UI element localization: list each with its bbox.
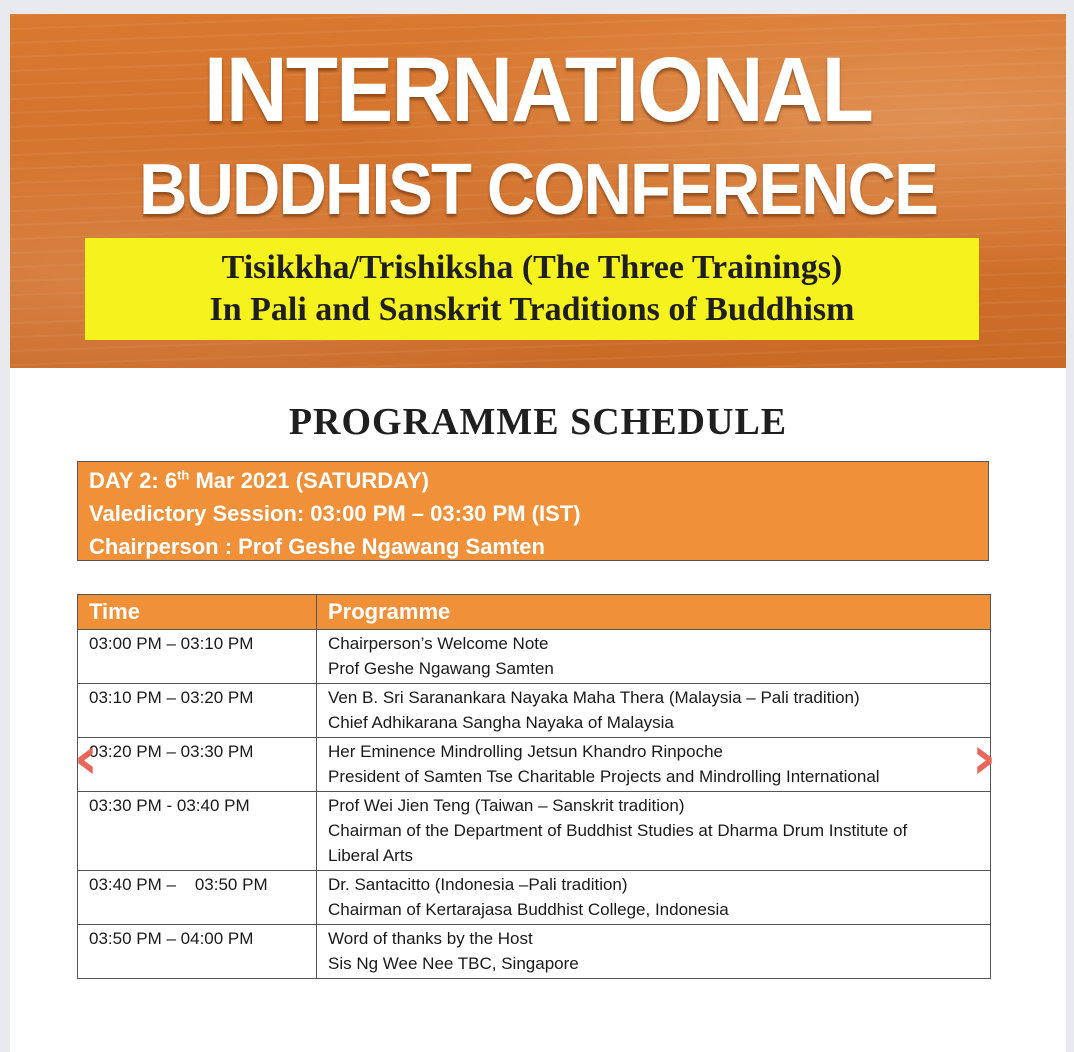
previous-image-button[interactable]	[64, 723, 108, 793]
programme-line: Liberal Arts	[328, 846, 414, 865]
banner-subtitle	[85, 238, 979, 340]
schedule-heading: PROGRAMME SCHEDULE	[288, 401, 788, 443]
day-chairperson: Chairperson : Prof Geshe Ngawang Samten	[89, 534, 545, 559]
programme-line: Word of thanks by the Host	[328, 929, 533, 948]
table-row	[78, 630, 991, 684]
table-row	[78, 871, 991, 925]
banner-title-line1: INTERNATIONAL	[203, 39, 873, 141]
row-programme	[317, 925, 991, 979]
conference-banner	[10, 14, 1066, 368]
row-time: 03:30 PM - 03:40 PM	[78, 792, 317, 871]
table-header-row	[78, 595, 991, 630]
programme-line: President of Samten Tse Charitable Projects and Mindrolling International	[328, 767, 880, 786]
programme-line: Chairman of Kertarajasa Buddhist College, Indonesia	[328, 900, 729, 919]
table-row	[78, 792, 991, 871]
schedule-table	[77, 594, 991, 979]
row-time: 03:50 PM – 04:00 PM	[78, 925, 317, 979]
row-programme	[317, 792, 991, 871]
banner-subtitle-line1: Tisikkha/Trishiksha (The Three Trainings)	[221, 249, 843, 286]
programme-line: Chairman of the Department of Buddhist Studies at Dharma Drum Institute of	[328, 821, 908, 840]
row-programme	[317, 630, 991, 684]
programme-line: Dr. Santacitto (Indonesia –Pali tradition)	[328, 875, 628, 894]
row-time: 03:40 PM – 03:50 PM	[78, 871, 317, 925]
header-programme: Programme	[317, 595, 991, 630]
row-programme	[317, 871, 991, 925]
day-date	[89, 464, 988, 497]
day-info-box	[77, 461, 989, 561]
table-row	[78, 738, 991, 792]
header-time: Time	[78, 595, 317, 630]
row-time: 03:10 PM – 03:20 PM	[78, 684, 317, 738]
programme-line: Ven B. Sri Saranankara Nayaka Maha Thera (Malaysia – Pali tradition)	[328, 688, 860, 707]
banner-title-line2: BUDDHIST CONFERENCE	[139, 150, 937, 230]
row-time: 03:20 PM – 03:30 PM	[78, 738, 317, 792]
row-time: 03:00 PM – 03:10 PM	[78, 630, 317, 684]
chevron-right-icon: ›	[971, 723, 997, 793]
next-image-button[interactable]	[962, 723, 1006, 793]
chevron-left-icon: ‹	[73, 723, 99, 793]
day-date-sup: th	[177, 467, 190, 483]
programme-line: Her Eminence Mindrolling Jetsun Khandro Rinpoche	[328, 742, 723, 761]
programme-line: Prof Wei Jien Teng (Taiwan – Sanskrit tradition)	[328, 796, 685, 815]
row-programme	[317, 684, 991, 738]
day-date-prefix: DAY 2: 6	[89, 468, 178, 493]
programme-line: Sis Ng Wee Nee TBC, Singapore	[328, 954, 579, 973]
row-programme	[317, 738, 991, 792]
programme-line: Chairperson’s Welcome Note	[328, 634, 549, 653]
table-row	[78, 684, 991, 738]
programme-line: Chief Adhikarana Sangha Nayaka of Malaysia	[328, 713, 674, 732]
programme-line: Prof Geshe Ngawang Samten	[328, 659, 554, 678]
table-row	[78, 925, 991, 979]
banner-subtitle-line2: In Pali and Sanskrit Traditions of Buddhism	[209, 291, 855, 328]
day-date-suffix: Mar 2021 (SATURDAY)	[189, 468, 429, 493]
day-session: Valedictory Session: 03:00 PM – 03:30 PM (IST)	[89, 501, 581, 526]
